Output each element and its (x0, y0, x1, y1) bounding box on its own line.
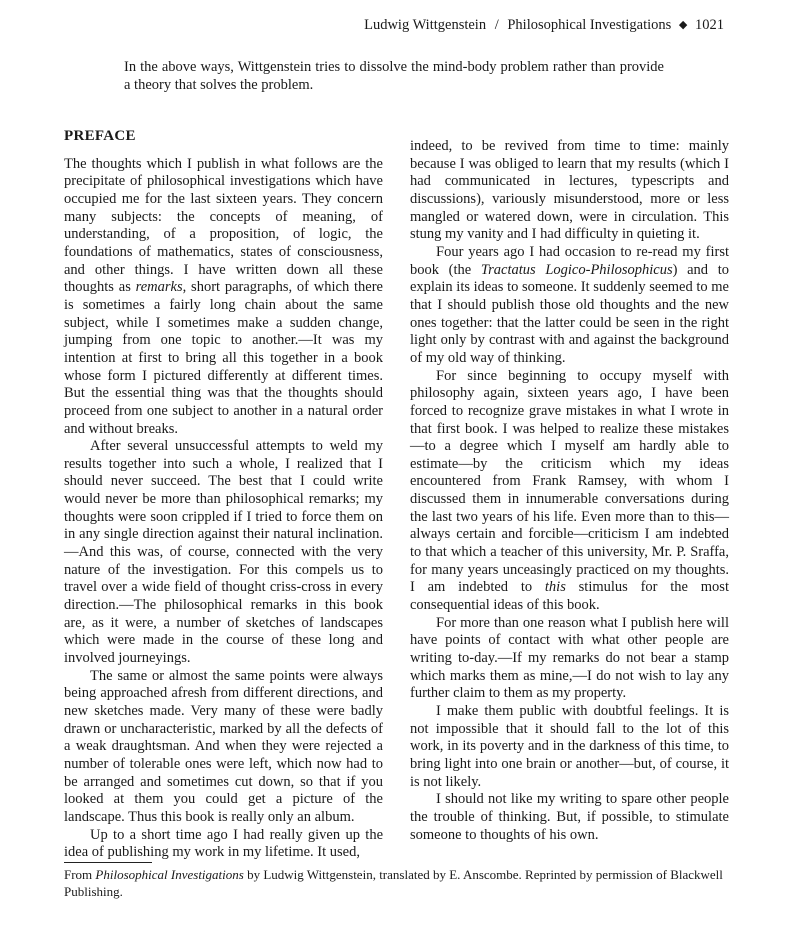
preface-paragraph-3: The same or almost the same points were always being approached afresh from different directions, and new sketches made. Very many of these were badly drawn or uncharacteristic, marked by all the defects of a weak draughtsman. And when they were rejected a number of tolerable ones were left, which now had to be arranged and sometimes cut down, so that if you looked at them you could get a picture of the landscape. Thus this book is really only an album. (64, 667, 383, 825)
preface-paragraph-9: I should not like my writing to spare other people the trouble of thinking. But, if possible, to stimulate someone to thoughts of his own. (410, 791, 729, 843)
left-column (64, 128, 383, 862)
page-number: 1021 (695, 17, 724, 33)
footnote-text-a: From (64, 867, 96, 882)
p5-italic-tractatus: Tractatus Logico-Philosophicus (480, 261, 673, 278)
header-work-title: Philosophical Investigations (507, 17, 672, 33)
intro-paragraph: In the above ways, Wittgenstein tries to dissolve the mind-body problem rather than provide a theory that solves the problem. (124, 59, 664, 93)
p6-text-b: stimulus for the most consequential ideas of this book. (410, 579, 729, 614)
p1-text-b: , short paragraphs, of which there is sometimes a fairly long chain about the same subject, while I sometimes make a sudden change, jumping from one topic to another.—It was my intention at first to bring all this together in a book whose form I pictured differently at different times. But the essential thing was that the thoughts should proceed from one subject to another in a natural order and without breaks. (64, 279, 383, 437)
p6-text-a: For since beginning to occupy myself with philosophy again, sixteen years ago, I have been forced to recognize grave mistakes in what I wrote in that first book. I was helped to realize these mistakes—to a degree which I myself am hardly able to estimate—by the criticism which my ideas encountered from Frank Ramsey, with whom I discussed them in innumerable conversations during the last two years of his life. Even more than to this—always certain and forcible—criticism I am indebted to that which a teacher of this university, Mr. P. Sraffa, for many years unceasingly practiced on my thoughts. I am indebted to (410, 367, 729, 596)
preface-heading: PREFACE (64, 128, 136, 144)
preface-paragraph-2: After several unsuccessful attempts to weld my results together into such a whole, I realized that I should never succeed. The best that I could write would never be more than philosophical remarks; my thoughts were soon crippled if I tried to force them on in any single direction against their natural inclination.—And this was, of course, connected with the very nature of the investigation. For this compels us to travel over a wide field of thought criss-cross in every direction.—The philosophical remarks in this book are, as it were, a number of sketches of landscapes which were made in the course of these long and involved journeyings. (64, 438, 383, 667)
header-separator: / (494, 17, 499, 33)
footnote-text (64, 866, 744, 900)
intro-paragraph-block (124, 58, 664, 94)
p5-text-b: ) and to explain its ideas to someone. It suddenly seemed to me that I should publish those old thoughts and the new ones together: that the latter could be seen in the right light only by contrast with and against the background of my old way of thinking. (410, 261, 729, 366)
preface-paragraph-4: Up to a short time ago I had really given up the idea of publishing my work in my lifetime. It used, (64, 826, 383, 861)
preface-paragraph-6 (410, 368, 729, 615)
footnote-italic-title: Philosophical Investigations (95, 867, 244, 882)
preface-paragraph-5 (410, 244, 729, 368)
diamond-ornament-icon: ◆ (678, 19, 688, 31)
p6-italic-this: this (544, 579, 566, 596)
p1-text-a: The thoughts which I publish in what follows are the precipitate of philosophical investigations which have occupied me for the last sixteen years. They concern many subjects: the concepts of meaning, of understanding, of a proposition, of logic, the foundations of mathematics, states of consciousness, and other things. I have written down all these thoughts as (64, 155, 383, 296)
footnote (64, 866, 744, 900)
header-author: Ludwig Wittgenstein (364, 17, 487, 33)
preface-paragraph-4-continued: indeed, to be revived from time to time: mainly because I was obliged to learn that my results (which I had communicated in lectures, typescripts and discussions), variously misunderstood, more or less mangled or watered down, were in circulation. This stung my vanity and I had difficulty in quieting it. (410, 138, 729, 243)
preface-paragraph-1 (64, 156, 383, 439)
p5-text-a: Four years ago I had occasion to re-read my first book (the (410, 243, 729, 278)
running-head (364, 17, 724, 34)
preface-paragraph-8: I make them public with doubtful feelings. It is not impossible that it should fall to the lot of this work, in its poverty and in the darkness of this time, to bring light into one brain or another—but, of course, it is not likely. (410, 703, 729, 790)
p1-italic-remarks: remarks (135, 279, 183, 296)
footnote-rule (64, 862, 152, 863)
preface-paragraph-7: For more than one reason what I publish here will have points of contact with what other people are writing to-day.—If my remarks do not bear a stamp which marks them as mine,—I do not wish to lay any further claim to them as my property. (410, 614, 729, 702)
right-column (410, 138, 729, 844)
footnote-text-b: by Ludwig Wittgenstein, translated by E. Anscombe. Reprinted by permission of Blackwell Publishing. (64, 867, 723, 899)
